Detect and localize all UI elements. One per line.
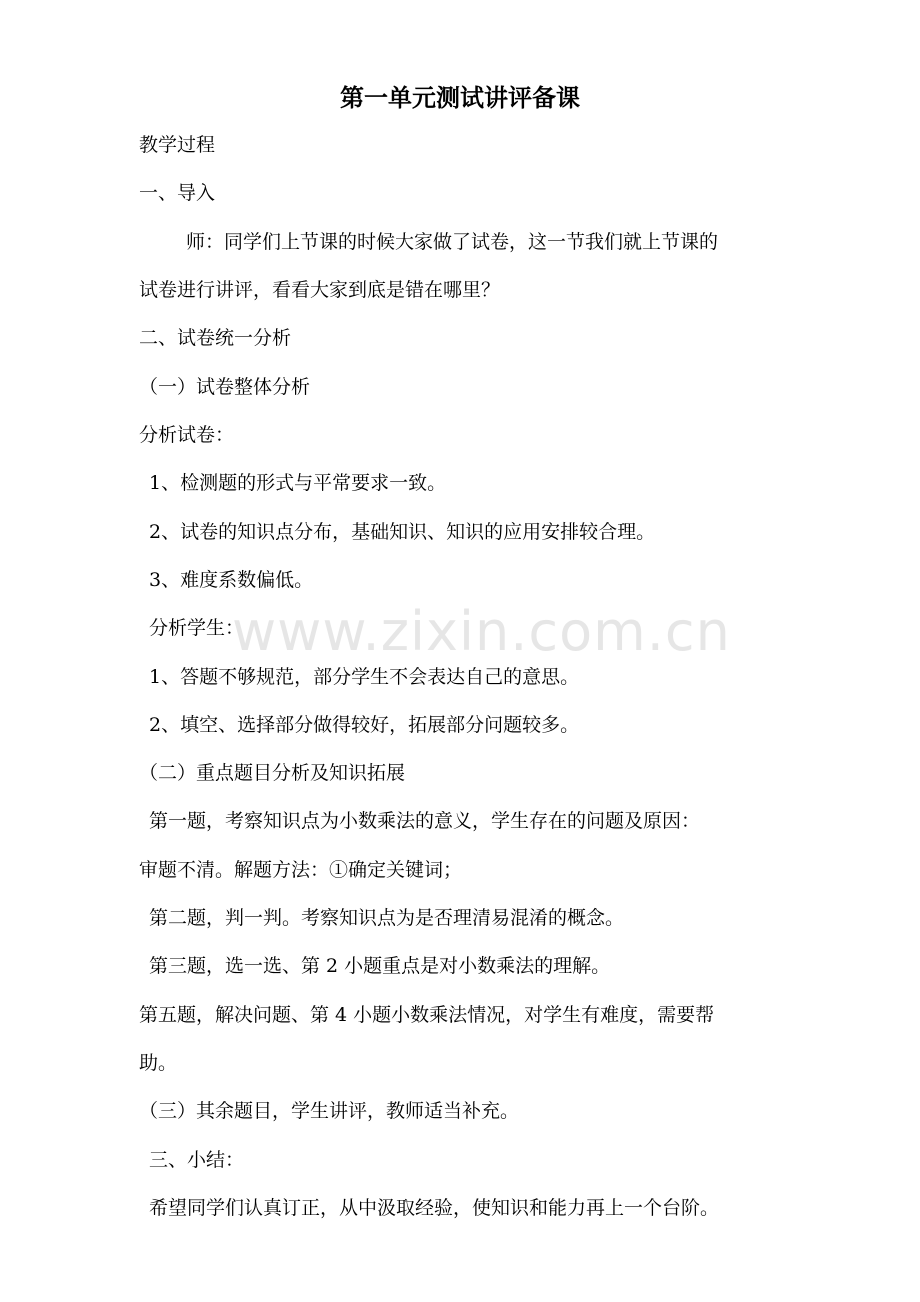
text-line: 一、导入 xyxy=(139,182,216,204)
text-line: （一）试卷整体分析 xyxy=(139,376,311,398)
text-line: 2、填空、选择部分做得较好，拓展部分问题较多。 xyxy=(149,714,580,736)
text-line: （二）重点题目分析及知识拓展 xyxy=(139,762,406,784)
text-line: 助。 xyxy=(139,1052,178,1074)
text-line: 1、答题不够规范，部分学生不会表达自己的意思。 xyxy=(149,666,580,688)
text-line: 希望同学们认真订正，从中汲取经验，使知识和能力再上一个台阶。 xyxy=(149,1197,720,1219)
watermark: www.zixin.com.cn xyxy=(232,600,731,663)
text-line: 3、难度系数偏低。 xyxy=(149,569,314,591)
text-line: 第三题，选一选、第 2 小题重点是对小数乘法的理解。 xyxy=(149,955,611,977)
text-line: 1、检测题的形式与平常要求一致。 xyxy=(149,472,447,494)
text-line: 2、试卷的知识点分布，基础知识、知识的应用安排较合理。 xyxy=(149,521,656,543)
text-line: 师：同学们上节课的时候大家做了试卷，这一节我们就上节课的 xyxy=(186,231,719,253)
text-line: 第一题，考察知识点为小数乘法的意义，学生存在的问题及原因： xyxy=(149,810,701,832)
text-line: （三）其余题目，学生讲评，教师适当补充。 xyxy=(139,1100,520,1122)
text-line: 分析试卷： xyxy=(139,424,235,446)
document-title: 第一单元测试讲评备课 xyxy=(340,83,580,112)
text-line: 试卷进行讲评，看看大家到底是错在哪里？ xyxy=(139,279,501,301)
text-line: 审题不清。解题方法：①确定关键词； xyxy=(139,859,463,881)
text-line: 二、试卷统一分析 xyxy=(139,327,292,349)
text-line: 第二题，判一判。考察知识点为是否理清易混淆的概念。 xyxy=(149,907,625,929)
text-line: 第五题，解决问题、第 4 小题小数乘法情况，对学生有难度，需要帮 xyxy=(139,1004,715,1026)
text-line: 分析学生： xyxy=(149,617,245,639)
text-line: 教学过程 xyxy=(139,134,216,156)
text-line: 三、小结： xyxy=(149,1149,245,1171)
